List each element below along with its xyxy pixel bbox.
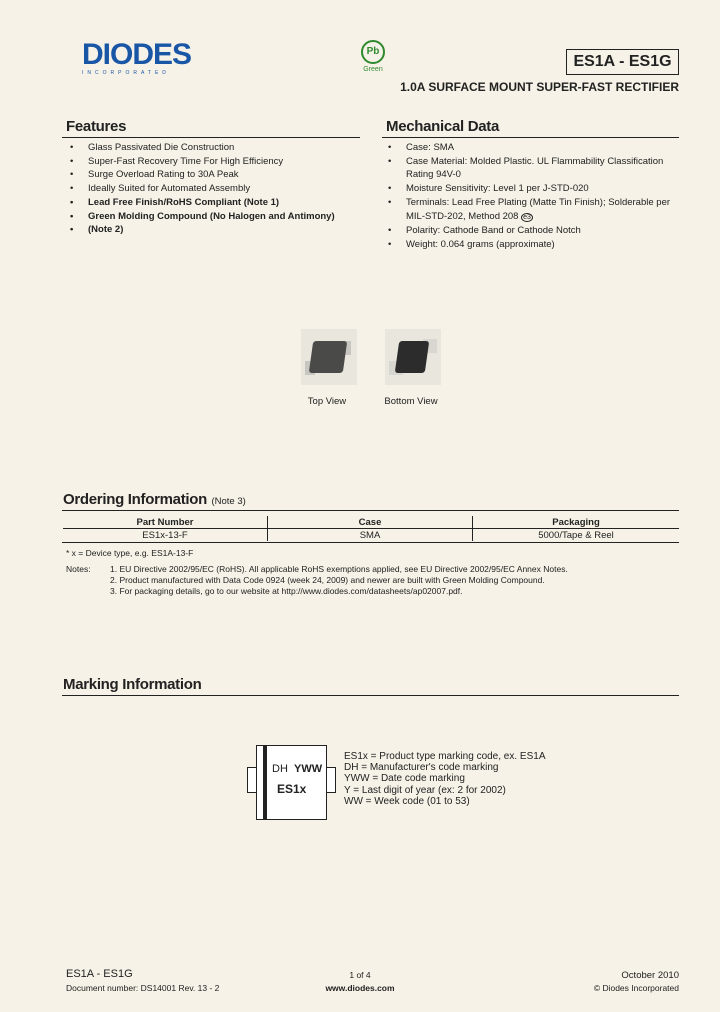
mech-item-continued <box>384 210 680 225</box>
marking-package-diagram <box>256 745 327 820</box>
feature-item: • Lead Free Finish/RoHS Compliant (Note 1) <box>66 196 361 210</box>
ordering-footnote: * x = Device type, e.g. ES1A-13-F <box>66 548 194 558</box>
feature-item: • Super-Fast Recovery Time For High Efficiency <box>66 155 361 169</box>
part-range-box: ES1A - ES1G <box>566 49 679 75</box>
column-header: Packaging <box>473 516 680 529</box>
logo-text: DIODES <box>82 38 192 71</box>
package-bottom-view-image <box>385 329 441 385</box>
top-view-caption: Top View <box>307 396 347 407</box>
mech-item: • Weight: 0.064 grams (approximate) <box>384 238 680 252</box>
feature-item: • Ideally Suited for Automated Assembly <box>66 182 361 196</box>
mechanical-list <box>384 141 680 252</box>
marking-legend <box>344 751 546 807</box>
mech-text: Rating 94V-0 <box>406 169 461 181</box>
features-title: Features <box>66 118 127 135</box>
note-item: 1. EU Directive 2002/95/EC (RoHS). All applicable RoHS exemptions applied, see EU Directive 2002/95/EC Annex Notes. <box>110 564 568 574</box>
mech-text: MIL-STD-202, Method 208 <box>406 210 519 222</box>
table-cell: 5000/Tape & Reel <box>473 529 680 542</box>
ordering-table-bottom-rule <box>62 542 679 543</box>
ordering-title: Ordering Information <box>63 491 208 508</box>
table-row <box>63 529 679 542</box>
product-code-label: ES1x <box>277 782 307 796</box>
date-code-label: YWW <box>294 763 323 775</box>
mech-item: • Case: SMA <box>384 141 680 155</box>
ordering-heading <box>63 491 246 509</box>
features-rule <box>62 137 360 138</box>
document-subtitle: 1.0A SURFACE MOUNT SUPER-FAST RECTIFIER <box>400 80 679 94</box>
mech-item-continued <box>384 168 680 182</box>
mechanical-rule <box>382 137 679 138</box>
notes-list <box>110 564 680 597</box>
feature-item: • Surge Overload Rating to 30A Peak <box>66 168 361 182</box>
mech-item: • Terminals: Lead Free Plating (Matte Tin Finish); Solderable per <box>384 196 680 210</box>
manufacturer-code-label: DH <box>272 763 288 775</box>
legend-item: DH = Manufacturer's code marking <box>344 762 499 774</box>
feature-note: (Note 2) <box>88 224 124 236</box>
table-cell: SMA <box>268 529 473 542</box>
package-body <box>395 341 429 373</box>
e3-mark: e3 <box>523 213 531 221</box>
package-top-view-image <box>301 329 357 385</box>
marking-title: Marking Information <box>63 676 202 693</box>
pb-free-symbol: Pb <box>361 40 385 64</box>
marking-lead-right <box>326 767 336 793</box>
footer-date: October 2010 <box>621 970 679 981</box>
diodes-logo <box>80 40 205 80</box>
marking-rule <box>62 695 679 696</box>
mechanical-title: Mechanical Data <box>386 118 500 135</box>
green-label: Green <box>363 66 383 73</box>
table-cell: ES1x-13-F <box>142 529 188 541</box>
feature-item: • Green Molding Compound (No Halogen and Antimony) <box>66 210 361 224</box>
table-header-row <box>63 516 679 529</box>
legend-item: ES1x = Product type marking code, ex. ES1A <box>344 751 546 762</box>
footer-part-range: ES1A - ES1G <box>66 968 133 980</box>
footer-copyright: © Diodes Incorporated <box>593 983 679 993</box>
features-list <box>66 141 361 237</box>
green-leaf-icon <box>355 40 391 80</box>
mech-item: • Case Material: Molded Plastic. UL Flammability Classification <box>384 155 680 169</box>
ordering-title-note: (Note 3) <box>211 496 246 507</box>
column-header: Case <box>268 516 473 529</box>
mech-item: • Moisture Sensitivity: Level 1 per J-STD-020 <box>384 182 680 196</box>
feature-item-continued <box>66 223 361 237</box>
ordering-rule <box>62 510 679 511</box>
feature-item: • Glass Passivated Die Construction <box>66 141 361 155</box>
notes-label: Notes: <box>66 564 91 574</box>
package-body <box>309 341 347 373</box>
legend-item: WW = Week code (01 to 53) <box>344 795 470 807</box>
logo-subtext: INCORPORATED <box>82 70 170 76</box>
note-item: 3. For packaging details, go to our website at http://www.diodes.com/datasheets/ap02007.pdf. <box>110 586 463 596</box>
cathode-band <box>263 746 267 819</box>
footer-document-number: Document number: DS14001 Rev. 13 - 2 <box>66 983 220 993</box>
ordering-table <box>63 516 679 541</box>
footer-website-link[interactable]: www.diodes.com <box>325 983 395 993</box>
legend-item: YWW = Date code marking <box>344 773 465 785</box>
legend-item: Y = Last digit of year (ex: 2 for 2002) <box>344 784 506 796</box>
footer-page-number: 1 of 4 <box>349 970 371 980</box>
column-header: Part Number <box>63 516 268 529</box>
bottom-view-caption: Bottom View <box>384 396 438 407</box>
note-item: 2. Product manufactured with Data Code 0924 (week 24, 2009) and newer are built with Green Molding Compound. <box>110 575 545 585</box>
mech-item: • Polarity: Cathode Band or Cathode Notch <box>384 224 680 238</box>
